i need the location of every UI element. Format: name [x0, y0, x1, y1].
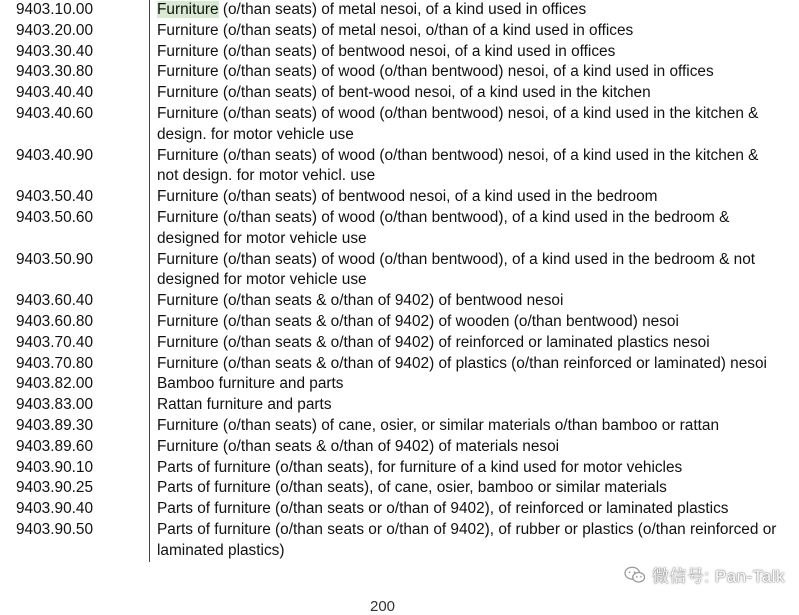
table-row: [0, 187, 799, 208]
table-row: [0, 146, 799, 188]
table-row: [0, 312, 799, 333]
hts-code: 9403.90.50: [16, 520, 94, 538]
item-description: Furniture (o/than seats) of metal nesoi, o/than of a kind used in offices: [149, 21, 799, 42]
hts-code: 9403.89.60: [16, 437, 94, 455]
item-description: Furniture (o/than seats & o/than of 9402) of plastics (o/than reinforced or laminated) nesoi: [149, 354, 799, 375]
table-row: [0, 250, 799, 292]
table-row: [0, 0, 799, 21]
hts-code: 9403.70.80: [16, 354, 94, 372]
table-row: [0, 291, 799, 312]
table-row: [0, 62, 799, 83]
table-row: [0, 354, 799, 375]
watermark: [624, 562, 785, 587]
item-description: Parts of furniture (o/than seats), of cane, osier, bamboo or similar materials: [149, 478, 799, 499]
table-row: [0, 458, 799, 479]
item-description: Furniture (o/than seats) of wood (o/than bentwood) nesoi, of a kind used in the kitchen & design. for motor vehicle use: [149, 104, 799, 146]
item-description: Parts of furniture (o/than seats), for furniture of a kind used for motor vehicles: [149, 458, 799, 479]
hts-code: 9403.50.90: [16, 250, 94, 268]
item-description: Furniture (o/than seats & o/than of 9402) of bentwood nesoi: [149, 291, 799, 312]
hts-code: 9403.90.40: [16, 500, 94, 518]
item-description: Furniture (o/than seats & o/than of 9402) of wooden (o/than bentwood) nesoi: [149, 312, 799, 333]
hts-code: 9403.40.90: [16, 146, 94, 164]
wechat-icon: [624, 565, 646, 585]
table-row: [0, 374, 799, 395]
hts-code: 9403.30.80: [16, 63, 94, 81]
item-description: Bamboo furniture and parts: [149, 374, 799, 395]
hts-code: 9403.70.40: [16, 333, 94, 351]
hts-code: 9403.40.40: [16, 84, 94, 102]
table-row: [0, 333, 799, 354]
item-description: Furniture (o/than seats) of cane, osier, or similar materials o/than bamboo or rattan: [149, 416, 799, 437]
table-row: [0, 208, 799, 250]
item-description: Rattan furniture and parts: [149, 395, 799, 416]
table-row: [0, 478, 799, 499]
item-description: Furniture (o/than seats) of wood (o/than bentwood) nesoi, of a kind used in the kitchen & not design. for motor vehicl. use: [149, 146, 799, 188]
table-row: [0, 437, 799, 458]
watermark-text: 微信号: Pan-Talk: [651, 567, 785, 586]
highlighted-text: Furniture: [157, 1, 219, 18]
item-description: Furniture (o/than seats & o/than of 9402) of materials nesoi: [149, 437, 799, 458]
hts-code: 9403.40.60: [16, 104, 94, 122]
item-description: Furniture (o/than seats) of wood (o/than bentwood), of a kind used in the bedroom & not designed for motor vehicle use: [149, 250, 799, 292]
item-description: Furniture (o/than seats) of wood (o/than bentwood), of a kind used in the bedroom & designed for motor vehicle use: [149, 208, 799, 250]
table-row: [0, 83, 799, 104]
table-row: [0, 21, 799, 42]
hts-code: 9403.83.00: [16, 396, 94, 414]
hts-code: 9403.89.30: [16, 416, 94, 434]
item-description: Furniture (o/than seats) of wood (o/than bentwood) nesoi, of a kind used in offices: [149, 62, 799, 83]
page-number: 200: [370, 598, 396, 615]
hts-code: 9403.90.10: [16, 458, 94, 476]
hts-code: 9403.50.60: [16, 208, 94, 226]
hts-code: 9403.82.00: [16, 375, 94, 393]
item-description: Furniture (o/than seats & o/than of 9402) of reinforced or laminated plastics nesoi: [149, 333, 799, 354]
hts-code: 9403.90.25: [16, 479, 94, 497]
hts-code: 9403.50.40: [16, 188, 94, 206]
table-row: [0, 104, 799, 146]
hts-code: 9403.60.40: [16, 292, 94, 310]
description-text: (o/than seats) of metal nesoi, of a kind used in offices: [218, 1, 587, 18]
hts-code: 9403.30.40: [16, 42, 94, 60]
item-description: Furniture (o/than seats) of bent-wood nesoi, of a kind used in the kitchen: [149, 83, 799, 104]
table-row: [0, 395, 799, 416]
item-description: Furniture (o/than seats) of bentwood nesoi, of a kind used in offices: [149, 42, 799, 63]
hts-code: 9403.10.00: [16, 1, 94, 18]
hts-code: 9403.20.00: [16, 21, 94, 39]
table-row: [0, 42, 799, 63]
item-description: Parts of furniture (o/than seats or o/than of 9402), of rubber or plastics (o/than reinforced or laminated plastics): [149, 520, 799, 562]
table-row: [0, 416, 799, 437]
table-row: [0, 499, 799, 520]
item-description: [149, 0, 799, 21]
table-row: [0, 520, 799, 562]
item-description: Parts of furniture (o/than seats or o/than of 9402), of reinforced or laminated plastics: [149, 499, 799, 520]
item-description: Furniture (o/than seats) of bentwood nesoi, of a kind used in the bedroom: [149, 187, 799, 208]
hts-code: 9403.60.80: [16, 312, 94, 330]
